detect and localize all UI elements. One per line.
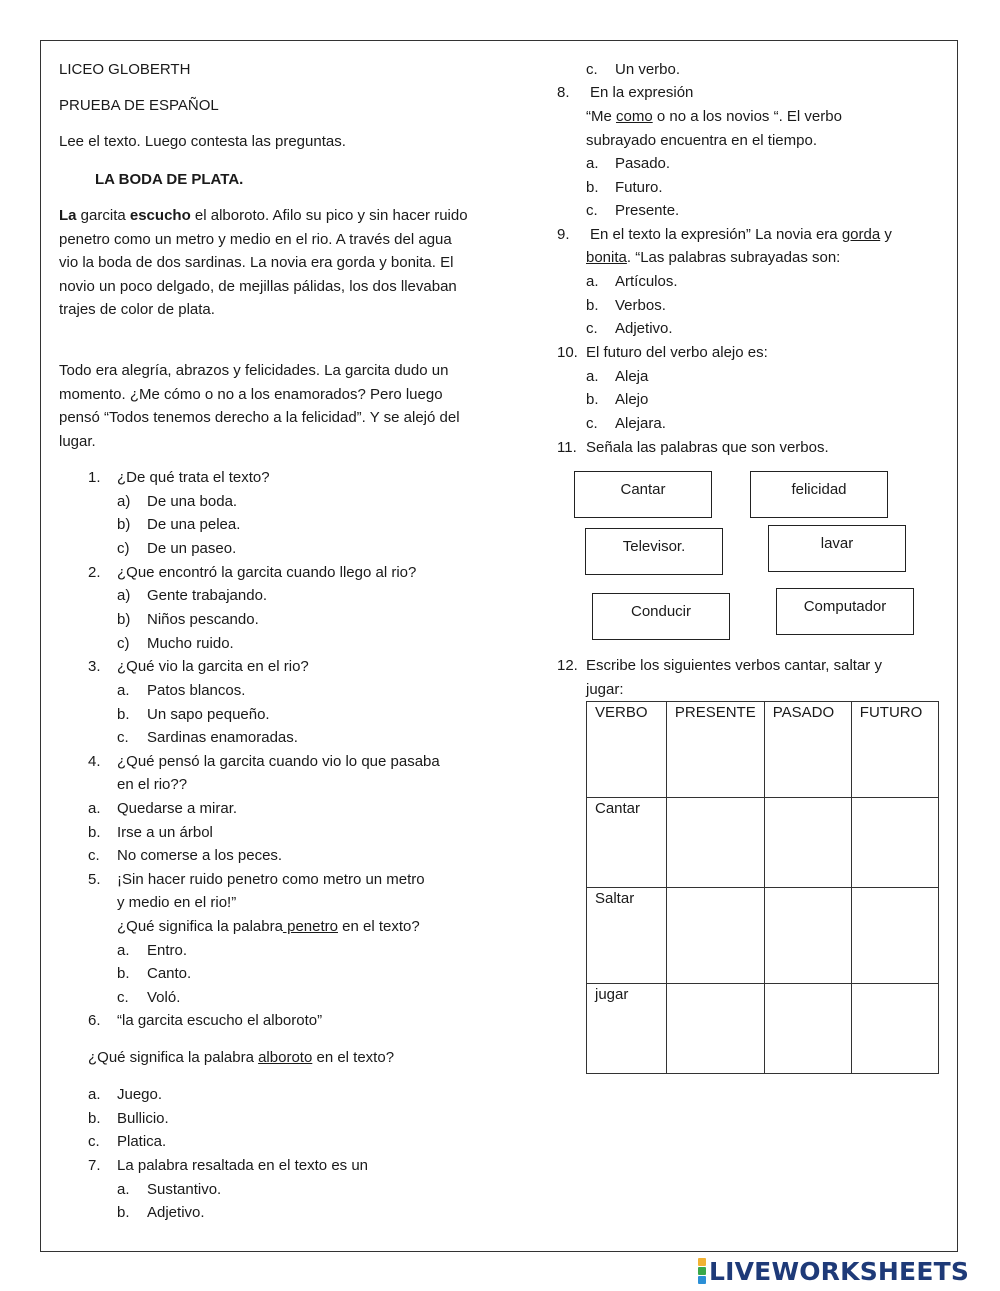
instructions: Lee el texto. Luego contesta las preguntas.: [59, 133, 346, 150]
q10-option-b[interactable]: Alejo: [615, 391, 649, 408]
q2-text: ¿Que encontró la garcita cuando llego al rio?: [117, 564, 417, 581]
q11-text: Señala las palabras que son verbos.: [586, 439, 829, 456]
q3-option-c[interactable]: Sardinas enamoradas.: [147, 729, 298, 746]
q4-option-letter: b.: [88, 824, 101, 841]
q7-option-a[interactable]: Sustantivo.: [147, 1181, 222, 1198]
q12-text-line2: jugar:: [586, 681, 624, 698]
q1-option-letter: a): [117, 493, 131, 510]
underlined-word: alboroto: [258, 1049, 313, 1066]
verb-table-header: PASADO: [764, 702, 851, 798]
q3-option-b[interactable]: Un sapo pequeño.: [147, 706, 270, 723]
q10-option-letter: a.: [586, 368, 599, 385]
word-box-televisor[interactable]: Televisor.: [585, 528, 723, 575]
q10-option-c[interactable]: Alejara.: [615, 415, 666, 432]
q9-text-line1: En el texto la expresión” La novia era gorda y: [590, 226, 892, 243]
q8-text-line2: “Me como o no a los novios “. El verbo: [586, 108, 842, 125]
q1-option-letter: c): [117, 540, 130, 557]
underlined-word: como: [616, 108, 653, 125]
q5-text-line1: ¡Sin hacer ruido penetro como metro un metro: [117, 871, 425, 888]
q2-option-b[interactable]: Niños pescando.: [147, 611, 259, 628]
word-box-lavar[interactable]: lavar: [768, 525, 906, 572]
q9-option-b[interactable]: Verbos.: [615, 297, 666, 314]
q8-option-a[interactable]: Pasado.: [615, 155, 671, 172]
q4-text-line2: en el rio??: [117, 776, 188, 793]
q9-number: 9.: [557, 226, 570, 243]
story-title: LA BODA DE PLATA.: [95, 171, 244, 188]
q3-option-letter: b.: [117, 706, 130, 723]
liveworksheets-logo: [698, 1257, 969, 1285]
q5-option-a[interactable]: Entro.: [147, 942, 188, 959]
school-name: LICEO GLOBERTH: [59, 61, 191, 78]
q8-option-b[interactable]: Futuro.: [615, 179, 663, 196]
q1-option-letter: b): [117, 516, 131, 533]
answer-cell[interactable]: [764, 984, 851, 1074]
q5-option-c[interactable]: Voló.: [147, 989, 181, 1006]
story-paragraph-1: La garcita escucho el alboroto. Afilo su pico y sin hacer ruido penetro como un metro y medio en el rio. A través del agua vio la boda de dos sardinas. La novia era gorda y bonita. El novio un poco delgado, de mejillas pálidas, los dos llevaban trajes de color de plata.: [59, 207, 468, 318]
q9-option-letter: b.: [586, 297, 599, 314]
verb-table-header: PRESENTE: [666, 702, 764, 798]
q7-option-letter: c.: [586, 61, 598, 78]
q12-number: 12.: [557, 657, 578, 674]
logo-block: [698, 1267, 706, 1275]
q10-text: El futuro del verbo alejo es:: [586, 344, 768, 361]
q10-option-letter: b.: [586, 391, 599, 408]
q6-option-c[interactable]: Platica.: [117, 1133, 167, 1150]
q2-option-letter: b): [117, 611, 131, 628]
q5-option-letter: c.: [117, 989, 129, 1006]
q10-number: 10.: [557, 344, 578, 361]
q10-option-letter: c.: [586, 415, 598, 432]
q8-number: 8.: [557, 84, 570, 101]
q3-number: 3.: [88, 658, 101, 675]
answer-cell[interactable]: [666, 798, 764, 888]
q8-option-c[interactable]: Presente.: [615, 202, 680, 219]
q11-number: 11.: [557, 439, 577, 456]
q4-option-letter: a.: [88, 800, 101, 817]
q6-quote: “la garcita escucho el alboroto”: [117, 1012, 323, 1029]
q4-option-c[interactable]: No comerse a los peces.: [117, 847, 283, 864]
verb-table-row-label: Saltar: [587, 888, 667, 984]
q6-option-b[interactable]: Bullicio.: [117, 1110, 169, 1127]
verb-table-header: FUTURO: [851, 702, 938, 798]
q6-number: 6.: [88, 1012, 101, 1029]
q3-text: ¿Qué vio la garcita en el rio?: [117, 658, 309, 675]
q5-option-b[interactable]: Canto.: [147, 965, 192, 982]
bold-word: La: [59, 207, 77, 224]
verb-table-row-label: Cantar: [587, 798, 667, 888]
bold-word: escucho: [129, 207, 191, 224]
q3-option-letter: c.: [117, 729, 129, 746]
answer-cell[interactable]: [764, 888, 851, 984]
underlined-word: bonita: [586, 249, 627, 266]
q8-option-letter: b.: [586, 179, 599, 196]
word-box-computador[interactable]: Computador: [776, 588, 914, 635]
answer-cell[interactable]: [666, 984, 764, 1074]
q2-option-c[interactable]: Mucho ruido.: [147, 635, 234, 652]
word-box-felicidad[interactable]: felicidad: [750, 471, 888, 518]
q12-text-line1: Escribe los siguientes verbos cantar, saltar y: [586, 657, 882, 674]
q1-option-a[interactable]: De una boda.: [147, 493, 238, 510]
logo-block: [698, 1258, 706, 1266]
liveworksheets-wordmark: LIVEWORKSHEETS: [709, 1256, 970, 1286]
q4-text-line1: ¿Qué pensó la garcita cuando vio lo que pasaba: [117, 753, 440, 770]
underlined-word: gorda: [841, 226, 881, 243]
q7-option-c[interactable]: Un verbo.: [615, 61, 681, 78]
q6-option-letter: c.: [88, 1133, 100, 1150]
q6-question: ¿Qué significa la palabra alboroto en el texto?: [88, 1049, 395, 1066]
story-paragraph-2: Todo era alegría, abrazos y felicidades. La garcita dudo un momento. ¿Me cómo o no a los enamorados? Pero luego pensó “Todos tenemos derecho a la felicidad”. Y se alejó del lugar.: [59, 362, 460, 450]
word-box-conducir[interactable]: Conducir: [592, 593, 730, 640]
q5-text-line2: y medio en el rio!”: [117, 894, 237, 911]
q2-option-a[interactable]: Gente trabajando.: [147, 587, 268, 604]
verb-table: [586, 701, 939, 1074]
q3-option-a[interactable]: Patos blancos.: [147, 682, 246, 699]
answer-cell[interactable]: [851, 798, 938, 888]
q7-option-letter: b.: [117, 1204, 130, 1221]
q1-option-c[interactable]: De un paseo.: [147, 540, 237, 557]
q8-text-line1: En la expresión: [590, 84, 694, 101]
q6-option-letter: a.: [88, 1086, 101, 1103]
q9-option-letter: a.: [586, 273, 599, 290]
q8-option-letter: a.: [586, 155, 599, 172]
q2-number: 2.: [88, 564, 101, 581]
q7-number: 7.: [88, 1157, 101, 1174]
q7-text: La palabra resaltada en el texto es un: [117, 1157, 369, 1174]
q10-option-a[interactable]: Aleja: [615, 368, 649, 385]
word-box-cantar[interactable]: Cantar: [574, 471, 712, 518]
q1-option-b[interactable]: De una pelea.: [147, 516, 241, 533]
q5-number: 5.: [88, 871, 101, 888]
underlined-word: penetro: [282, 918, 338, 935]
q5-text-line3: ¿Qué significa la palabra penetro en el texto?: [117, 918, 420, 935]
answer-cell[interactable]: [666, 888, 764, 984]
q4-option-b[interactable]: Irse a un árbol: [117, 824, 213, 841]
q2-option-letter: a): [117, 587, 131, 604]
answer-cell[interactable]: [851, 888, 938, 984]
q9-option-c[interactable]: Adjetivo.: [615, 320, 673, 337]
q4-option-a[interactable]: Quedarse a mirar.: [117, 800, 238, 817]
q6-option-letter: b.: [88, 1110, 101, 1127]
q1-text: ¿De qué trata el texto?: [117, 469, 270, 486]
q6-option-a[interactable]: Juego.: [117, 1086, 163, 1103]
logo-block: [698, 1276, 706, 1284]
q1-number: 1.: [88, 469, 101, 486]
answer-cell[interactable]: [764, 798, 851, 888]
q5-option-letter: b.: [117, 965, 130, 982]
q9-option-letter: c.: [586, 320, 598, 337]
answer-cell[interactable]: [851, 984, 938, 1074]
q8-option-letter: c.: [586, 202, 598, 219]
q9-text-line2: bonita. “Las palabras subrayadas son:: [586, 249, 841, 266]
q8-text-line3: subrayado encuentra en el tiempo.: [586, 132, 817, 149]
exam-title: PRUEBA DE ESPAÑOL: [59, 97, 219, 114]
q2-option-letter: c): [117, 635, 130, 652]
verb-table-row-label: jugar: [587, 984, 667, 1074]
q7-option-letter: a.: [117, 1181, 130, 1198]
q7-option-b[interactable]: Adjetivo.: [147, 1204, 205, 1221]
q4-option-letter: c.: [88, 847, 100, 864]
q5-option-letter: a.: [117, 942, 130, 959]
q9-option-a[interactable]: Artículos.: [615, 273, 678, 290]
q3-option-letter: a.: [117, 682, 130, 699]
liveworksheets-logo-icon: [698, 1258, 706, 1284]
q4-number: 4.: [88, 753, 101, 770]
verb-table-header: VERBO: [587, 702, 667, 798]
